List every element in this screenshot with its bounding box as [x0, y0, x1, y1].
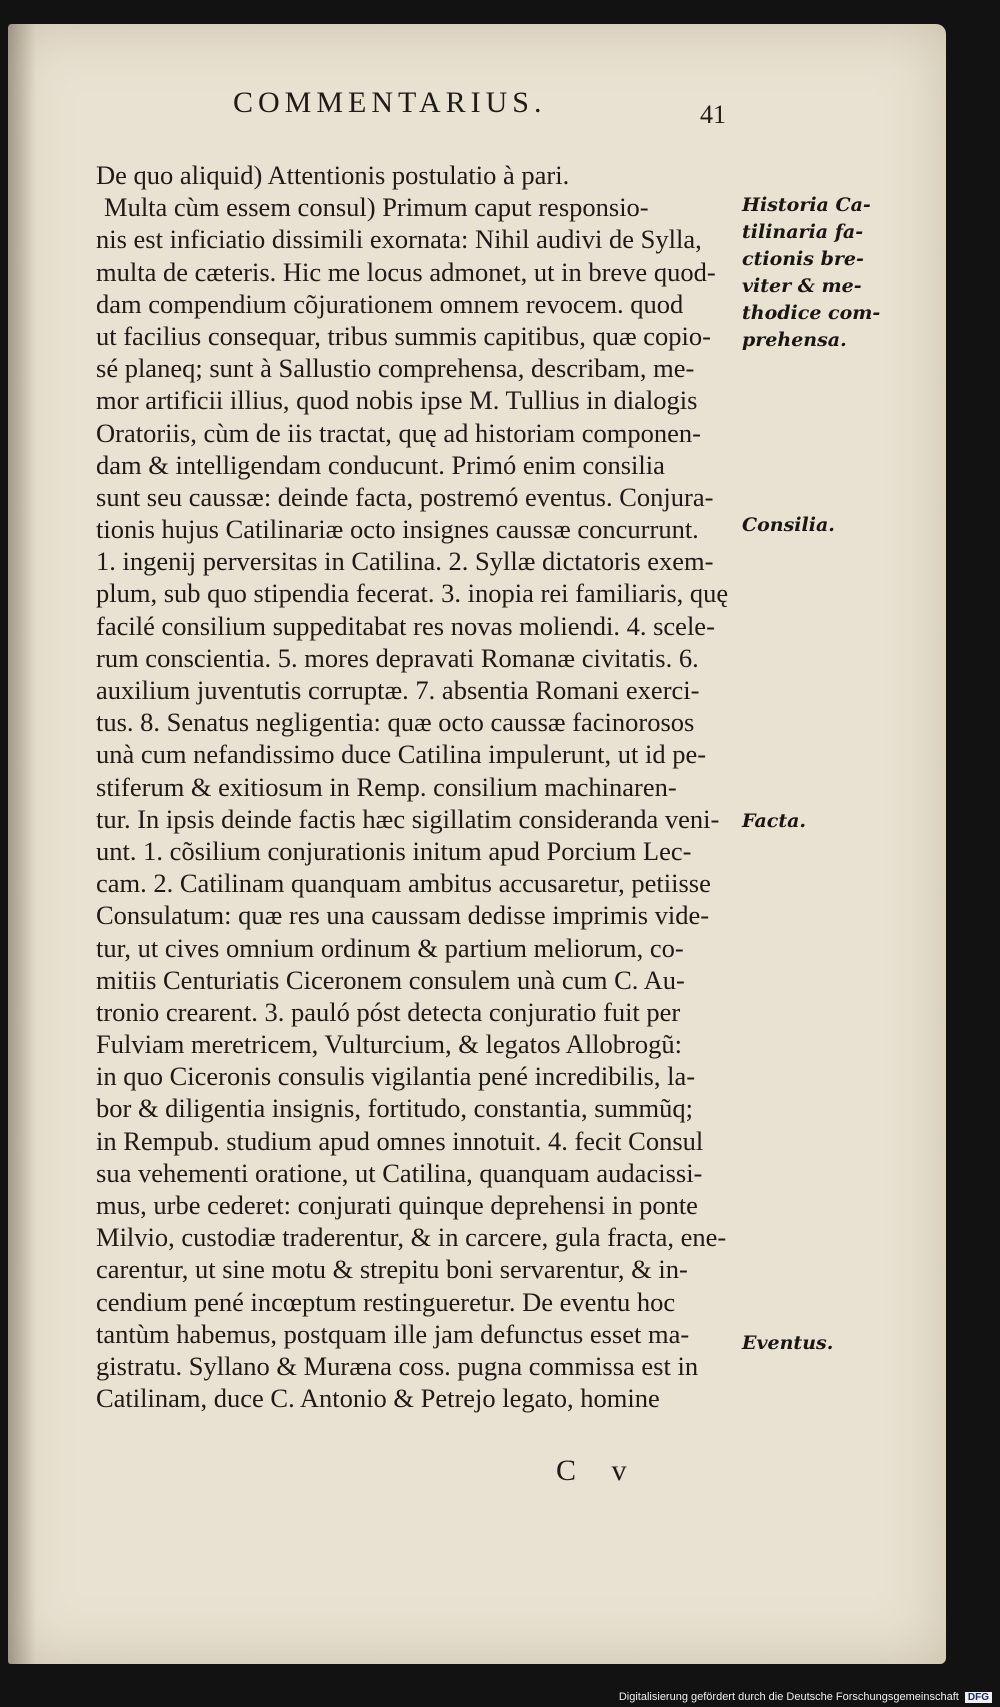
text-line: tus. 8. Senatus negligentia: quæ octo caussæ facinorosos	[96, 707, 695, 738]
signature-mark: C v	[556, 1454, 641, 1487]
text-line: unt. 1. cõsilium conjurationis initum apud Porcium Lec-	[96, 835, 692, 866]
text-line: gistratu. Syllano & Muræna coss. pugna commissa est in	[96, 1350, 699, 1381]
margin-note-line: tilinaria fa-	[742, 221, 864, 243]
text-line: tronio crearent. 3. pauló póst detecta conjuratio fuit per	[96, 996, 681, 1027]
margin-note-line: Eventus.	[742, 1332, 834, 1354]
credit-text: Digitalisierung gefördert durch die Deutsche Forschungsgemeinschaft	[618, 1691, 959, 1703]
text-line: tur, ut cives omnium ordinum & partium meliorum, co-	[96, 932, 684, 963]
book-page	[8, 24, 946, 1664]
text-line: unà cum nefandissimo duce Catilina impulerunt, ut id pe-	[96, 739, 707, 770]
text-line: carentur, ut sine motu & strepitu boni servarentur, & in-	[96, 1254, 688, 1285]
text-line: auxilium juventutis corruptæ. 7. absentia Romani exerci-	[96, 675, 700, 705]
text-line: bor & diligentia insignis, fortitudo, constantia, summũq;	[96, 1093, 693, 1124]
text-line: tur. In ipsis deinde factis hæc sigillatim consideranda veni-	[96, 803, 720, 834]
page-gutter-shadow	[8, 24, 36, 1664]
text-line: rum conscientia. 5. mores depravati Romanæ civitatis. 6.	[96, 642, 699, 673]
text-line: tionis hujus Catilinariæ octo insignes caussæ concurrunt.	[96, 514, 699, 545]
margin-note-eventus	[742, 1330, 902, 1357]
text-line: Fulviam meretricem, Vulturcium, & legatos Allobrogũ:	[96, 1029, 682, 1060]
margin-note-line: viter & me-	[742, 275, 862, 297]
text-line: ut facilius consequar, tribus summis capitibus, quæ copio-	[96, 320, 711, 351]
margin-note-line: ctionis bre-	[742, 248, 864, 270]
text-line: facilé consilium suppeditabat res novas moliendi. 4. scele-	[96, 610, 715, 641]
text-line: Catilinam, duce C. Antonio & Petrejo legato, homine	[96, 1383, 660, 1414]
margin-note-consilia	[742, 512, 902, 539]
margin-note-line: Historia Ca-	[742, 194, 871, 216]
text-line: Oratoriis, cùm de iis tractat, quę ad historiam componen-	[96, 417, 701, 448]
text-line: Milvio, custodiæ traderentur, & in carcere, gula fracta, ene-	[96, 1222, 727, 1253]
text-line: mor artificii illius, quod nobis ipse M. Tullius in dialogis	[96, 385, 698, 416]
text-line: tantùm habemus, postquam ille jam defunctus esset ma-	[96, 1318, 690, 1349]
text-line: dam & intelligendam conducunt. Primó enim consilia	[96, 449, 665, 480]
text-line: in quo Ciceronis consulis vigilantia pené incredibilis, la-	[96, 1061, 696, 1092]
text-line: plum, sub quo stipendia fecerat. 3. inopia rei familiaris, quę	[96, 578, 729, 609]
margin-note-facta	[742, 808, 902, 835]
text-line: cendium pené incœptum restingueretur. De eventu hoc	[96, 1286, 676, 1317]
text-line: stiferum & exitiosum in Remp. consilium machinaren-	[96, 771, 677, 802]
text-line: sua vehementi oratione, ut Catilina, quanquam audacissi-	[96, 1157, 703, 1188]
text-line: sunt seu caussæ: deinde facta, postremó eventus. Conjura-	[96, 481, 714, 512]
text-line: in Rempub. studium apud omnes innotuit. 4. fecit Consul	[96, 1125, 704, 1156]
text-line: mus, urbe cederet: conjurati quinque deprehensi in ponte	[96, 1190, 698, 1220]
text-line: nis est inficiatio dissimili exornata: Nihil audivi de Sylla,	[96, 224, 702, 255]
page-number: 41	[700, 100, 726, 129]
text-line: multa de cæteris. Hic me locus admonet, ut in breve quod-	[96, 256, 716, 287]
margin-note-line: thodice com-	[742, 302, 881, 324]
margin-note-line: Consilia.	[742, 514, 835, 536]
margin-note-historia	[742, 192, 902, 354]
text-line: Consulatum: quæ res una caussam dedisse imprimis vide-	[96, 900, 710, 931]
dfg-logo: DFG	[965, 1692, 992, 1703]
text-line: 1. ingenij perversitas in Catilina. 2. Syllæ dictatoris exem-	[96, 546, 714, 577]
text-line: De quo aliquid) Attentionis postulatio à pari.	[96, 160, 570, 190]
text-line: dam compendium cõjurationem omnem revocem. quod	[96, 288, 684, 319]
margin-note-line: Facta.	[742, 810, 807, 832]
text-line: mitiis Centuriatis Ciceronem consulem unà cum C. Au-	[96, 964, 685, 995]
running-head: COMMENTARIUS.	[233, 86, 547, 119]
text-line: Multa cùm essem consul) Primum caput responsio-	[104, 192, 649, 223]
text-line: sé planeq; sunt à Sallustio comprehensa, describam, me-	[96, 353, 695, 384]
digitization-credit	[619, 1691, 992, 1703]
main-text-block	[96, 159, 736, 1414]
text-line: cam. 2. Catilinam quanquam ambitus accusaretur, petiisse	[96, 868, 711, 899]
margin-note-line: prehensa.	[742, 329, 847, 351]
